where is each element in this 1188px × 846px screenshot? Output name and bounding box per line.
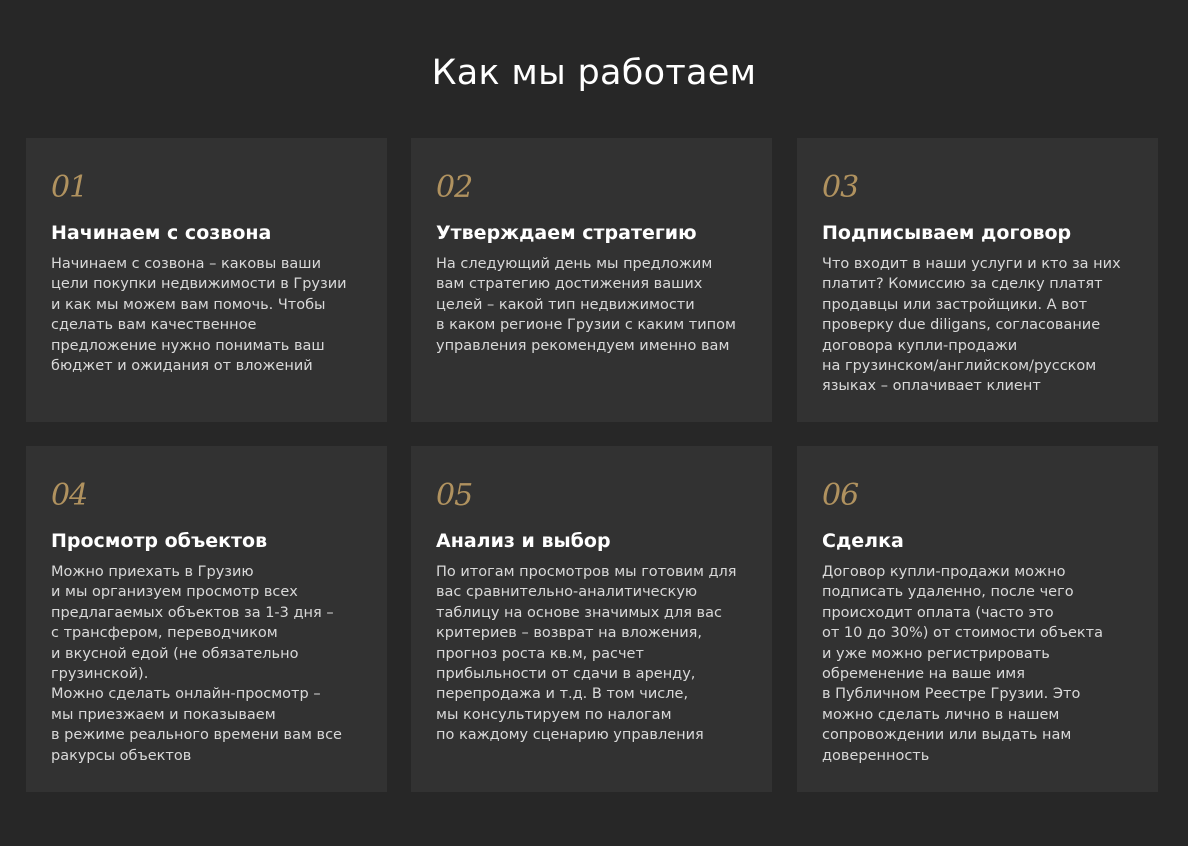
- step-card-1: [26, 138, 387, 422]
- step-title: Просмотр объектов: [51, 530, 268, 552]
- step-card-2: [411, 138, 772, 422]
- step-number: 02: [436, 170, 473, 205]
- step-number: 03: [822, 170, 859, 205]
- step-description: Начинаем с созвона – каковы ваши цели покупки недвижимости в Грузии и как мы можем вам помочь. Чтобы сделать вам качественное предложение нужно понимать ваш бюджет и ожидания от вложений: [51, 256, 347, 375]
- step-number: 06: [822, 478, 859, 513]
- step-title: Начинаем с созвона: [51, 222, 272, 244]
- step-number: 01: [51, 170, 88, 205]
- step-title: Подписываем договор: [822, 222, 1072, 244]
- step-description: Можно приехать в Грузию и мы организуем просмотр всех предлагаемых объектов за 1-3 дня – с трансфером, переводчиком и вкусной едой (не обязательно грузинской). Можно сделать онлайн-просмотр – мы приезжаем и показываем в режиме реального времени вам все ракурсы объектов: [51, 564, 342, 764]
- step-title: Утверждаем стратегию: [436, 222, 697, 244]
- step-description: Что входит в наши услуги и кто за них платит? Комиссию за сделку платят продавцы или застройщики. А вот проверку due diligans, согласование договора купли-продажи на грузинском/английском/русском языках – оплачивает клиент: [822, 256, 1121, 395]
- step-title: Анализ и выбор: [436, 530, 611, 552]
- step-description: Договор купли-продажи можно подписать удаленно, после чего происходит оплата (часто это от 10 до 30%) от стоимости объекта и уже можно регистрировать обременение на ваше имя в Публичном Реестре Грузии. Это можно сделать лично в нашем сопровождении или выдать нам доверенность: [822, 564, 1103, 764]
- step-card-6: [797, 446, 1158, 792]
- step-card-3: [797, 138, 1158, 422]
- step-card-4: [26, 446, 387, 792]
- step-number: 04: [51, 478, 88, 513]
- step-number: 05: [436, 478, 473, 513]
- step-card-5: [411, 446, 772, 792]
- step-description: По итогам просмотров мы готовим для вас сравнительно-аналитическую таблицу на основе значимых для вас критериев – возврат на вложения, прогноз роста кв.м, расчет прибыльности от сдачи в аренду, перепродажа и т.д. В том числе, мы консультируем по налогам по каждому сценарию управления: [436, 564, 737, 744]
- step-description: На следующий день мы предложим вам стратегию достижения ваших целей – какой тип недвижимости в каком регионе Грузии с каким типом управления рекомендуем именно вам: [436, 256, 736, 354]
- step-title: Сделка: [822, 530, 904, 552]
- page-title: Как мы работаем: [431, 53, 757, 93]
